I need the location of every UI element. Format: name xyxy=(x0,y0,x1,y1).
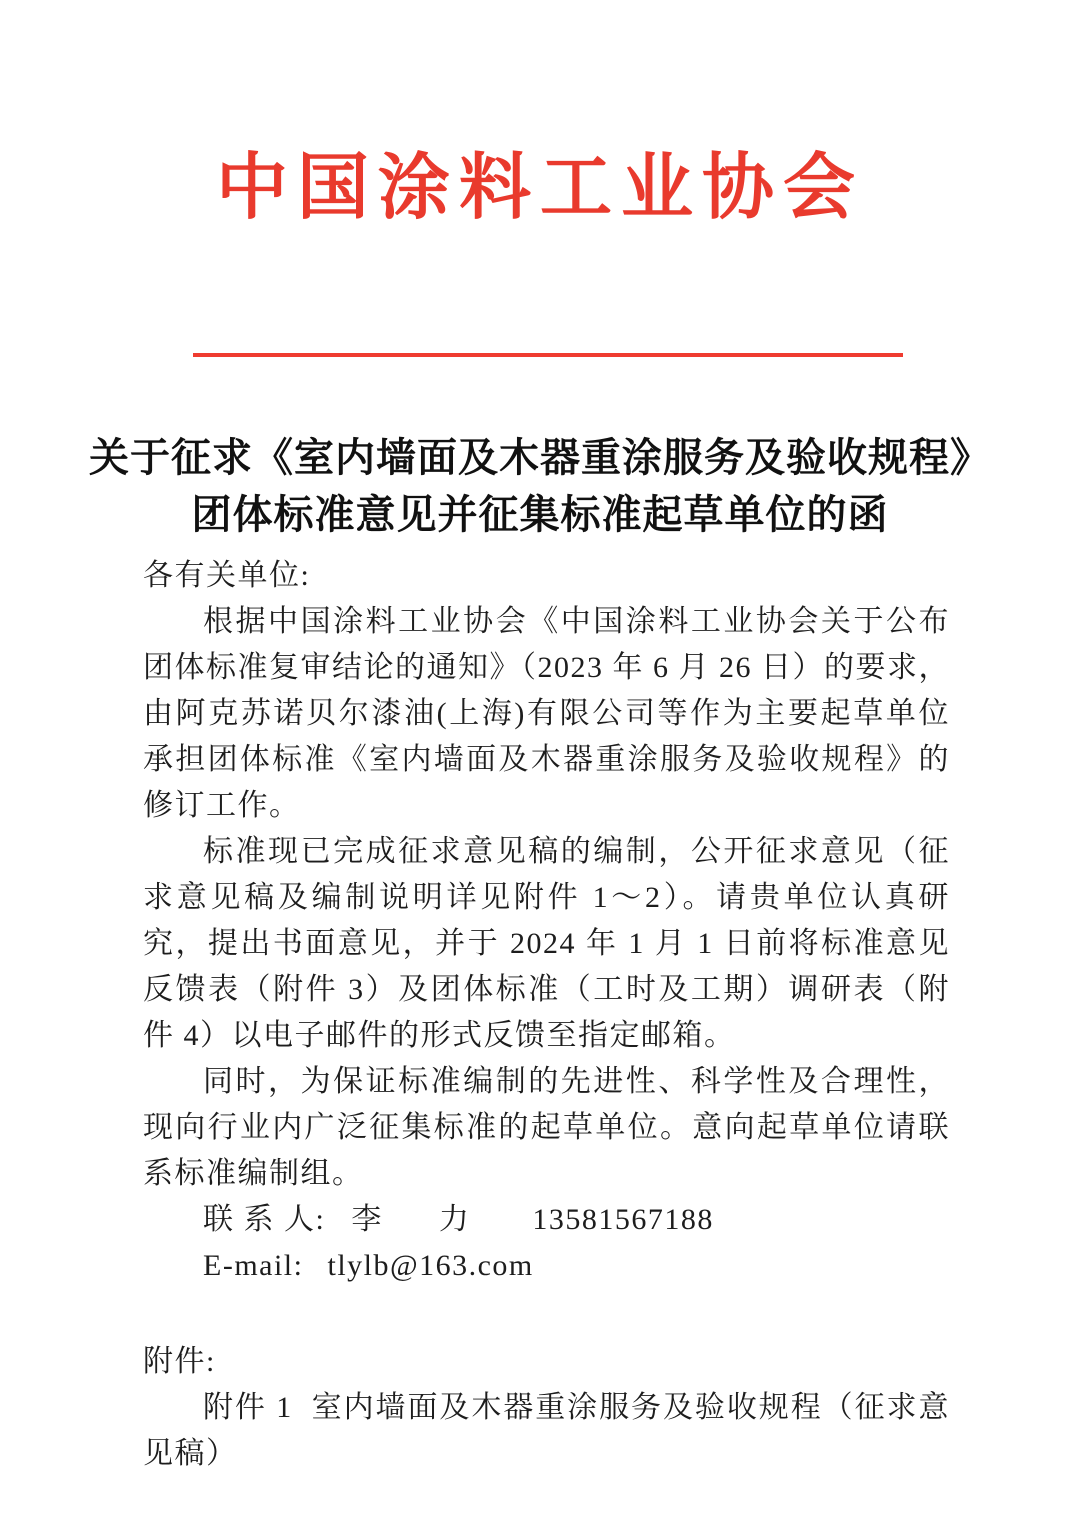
email-label: E-mail: xyxy=(203,1249,304,1282)
document-title xyxy=(0,429,1080,543)
email-line xyxy=(203,1243,950,1289)
document-title-line2: 团体标准意见并征集标准起草单位的函 xyxy=(191,492,889,537)
contact-line xyxy=(203,1197,950,1243)
attachments-label: 附件: xyxy=(143,1345,216,1378)
contact-phone: 13581567188 xyxy=(532,1203,714,1236)
letterhead-org-name: 中国涂料工业协会 xyxy=(215,148,864,228)
document-title-line1: 关于征求《室内墙面及木器重涂服务及验收规程》 xyxy=(89,435,991,480)
attachment-item-1: 附件 1 室内墙面及木器重涂服务及验收规程（征求意见稿） xyxy=(143,1391,950,1470)
letter-body xyxy=(143,553,950,1477)
contact-name-last: 力 xyxy=(438,1203,471,1236)
email-value: tlylb@163.com xyxy=(327,1249,534,1282)
contact-label: 联 系 人: xyxy=(203,1203,326,1236)
paragraph-drafting-units: 同时，为保证标准编制的先进性、科学性及合理性，现向行业内广泛征集标准的起草单位。意向起草单位请联系标准编制组。 xyxy=(143,1065,950,1190)
paragraph-basis: 根据中国涂料工业协会《中国涂料工业协会关于公布团体标准复审结论的通知》（2023 年 6 月 26 日）的要求，由阿克苏诺贝尔漆油(上海)有限公司等作为主要起草单位承担团体标准《室内墙面及木器重涂服务及验收规程》的修订工作。 xyxy=(143,605,950,822)
paragraph-solicitation: 标准现已完成征求意见稿的编制，公开征求意见（征求意见稿及编制说明详见附件 1～2）。请贵单位认真研究，提出书面意见，并于 2024 年 1 月 1 日前将标准意见反馈表（附件 3）及团体标准（工时及工期）调研表（附件 4）以电子邮件的形式反馈至指定邮箱。 xyxy=(143,835,950,1052)
contact-name-first: 李 xyxy=(351,1203,383,1236)
salutation: 各有关单位: xyxy=(143,559,311,592)
letterhead-divider-rule xyxy=(193,353,903,357)
attachments-section xyxy=(143,1339,950,1477)
